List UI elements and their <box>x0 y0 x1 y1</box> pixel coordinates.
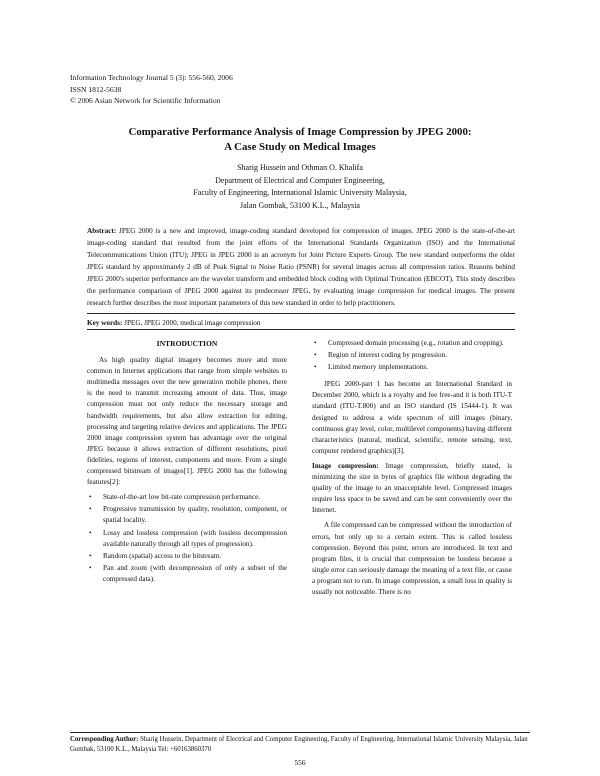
bullet-icon: • <box>314 339 317 347</box>
bullet-icon: • <box>314 351 317 360</box>
page-number: 556 <box>294 758 306 767</box>
list-item: • Progressive transmission by quality, resolution, component, or spatial locality. <box>89 505 287 525</box>
bullet-icon: • <box>89 563 92 572</box>
abstract-text: JPEG 2000 is a new and improved, image-coding standard developed for compression of images. JPEG 2000 is the state-of-the-art image-coding standard that resulted from the joint efforts of the International Standards Organization (ISO) and the International Telecommunications Union (ITU); JPEG in JPEG 2000 is an acronym for Joint Picture Experts Group. The new standard outperforms the older JPEG standard by approximately 2 dB of Peak Signal to Noise Ratio (PSNR) for several images across all compression ratios. Reasons behind JPEG 2000's superior performance are the wavelet transform and embedded block coding with Optimal Truncation (EBCOT). This study describes the performance comparison of JPEG 2000 against its predecessor JPEG, by evaluating image compression for medical images. The present research further describes the most important parameters of this new standard in order to help practitioners. <box>87 227 515 307</box>
abstract-label: Abstract: <box>87 227 117 235</box>
list-item: • Random (spatial) access to the bitstream. <box>87 551 287 562</box>
lossless-paragraph: A file compressed can be compressed without the introduction of errors, but only up to a certain extent. This is called lossless compression. Beyond this point, errors are introduced. In text and program files, it is crucial that compression be lossless because a single error can seriously damage the meaning of a text file, or cause a program not to run. In image compression, a small loss in quality is usually not noticeable. There is no <box>312 521 512 596</box>
list-item: • Pan and zoom (with decompression of only a subset of the compressed data). <box>89 563 287 583</box>
intro-paragraph: As high quality digital imagery becomes more and more common in Internet applications that range from simple websites to multimedia messages over the new generation mobile phones, there is the need to transmit increasing amount of data. Thus, image compression must not only reduce the necessary storage and bandwidth requirements, but also allow extraction for editing, processing and targeting relative devices and applications. The JPEG 2000 image compression system has advantage over the original JPEG because it allows extraction of different resolutions, pixel fidelities, regions of interest, components and more. From a single compressed bitstream of images[1]. JPEG 2000 has the following features[2]: <box>87 356 287 487</box>
keywords-bottom-rule <box>87 329 515 330</box>
bullet-icon: • <box>89 493 92 502</box>
journal-issn: ISSN 1812-5638 <box>70 84 122 94</box>
list-item: • State-of-the-art low bit-rate compression performance. <box>87 492 287 503</box>
journal-copyright: © 2006 Asian Network for Scientific Information <box>70 96 221 105</box>
author-department: Department of Electrical and Computer Engineering, <box>215 175 385 185</box>
standard-paragraph: JPEG 2000-part 1 has become an International Standard in December 2000, which is a royalty and fee free-and it is both ITU-T standard (ITU-T.800) and an ISO standard (IS 15444-1). It was designed to address a wide spectrum of still images (binary, continuous gray level, color, multilevel components) having different characteristics (natural, medical, scientific, remote sensing, text, computer rendered graphics)[3]. <box>312 380 512 455</box>
list-item: • Region of interest coding by progression. <box>312 350 512 361</box>
author-faculty: Faculty of Engineering, International Islamic University Malaysia, <box>193 188 407 197</box>
introduction-heading: INTRODUCTION <box>156 339 218 348</box>
bullet-icon: • <box>89 505 92 514</box>
corresponding-author-label: Corresponding Author: <box>70 736 139 743</box>
keywords-text: JPEG, JPEG 2000, medical image compression <box>124 319 261 327</box>
journal-header <box>70 72 233 107</box>
bullet-icon: • <box>89 528 92 537</box>
keywords-top-rule <box>87 313 515 314</box>
bullet-icon: • <box>314 363 317 372</box>
features-list-continued <box>312 338 512 373</box>
bullet-icon: • <box>89 551 92 560</box>
keywords-label: Key words: <box>87 319 123 327</box>
image-compression-paragraph <box>312 461 512 516</box>
list-item: • Lossy and lossless compression (with lossless decompression available naturally through all types of progression). <box>89 528 287 548</box>
paper-title <box>70 125 530 154</box>
journal-citation: Information Technology Journal 5 (3): 556-560, 2006 <box>70 73 233 82</box>
title-line-1: Comparative Performance Analysis of Image Compression by JPEG 2000: <box>128 126 472 138</box>
abstract <box>87 225 515 309</box>
author-names: Sharig Hussein and Othman O. Khalifa <box>237 163 363 172</box>
right-column <box>312 338 512 602</box>
features-list <box>87 492 287 585</box>
footer-rule <box>70 732 530 733</box>
list-item: • Compressed domain processing (e.g., rotation and cropping). <box>312 338 512 349</box>
corresponding-author-text: Sharig Hussein, Department of Electrical and Computer Engineering, Faculty of Engineering, International Islamic University Malaysia, Jalan Gombak, 53100 K.L., Malaysia Tel: +60163860370 <box>70 736 528 753</box>
author-block <box>70 162 530 212</box>
list-item: • Limited memory implementations. <box>312 362 512 373</box>
left-column <box>87 338 287 591</box>
corresponding-author <box>70 735 530 755</box>
image-compression-heading: Image compression: <box>312 461 379 470</box>
title-line-2: A Case Study on Medical Images <box>224 140 376 153</box>
author-address: Jalan Gombak, 53100 K.L., Malaysia <box>240 200 360 210</box>
keywords <box>87 318 515 329</box>
image-compression-text: Image compression, briefly stated, is minimizing the size in bytes of graphics file without degrading the quality of the image to an unacceptable level. Compressed images require less space to be saved and can be sent conveniently over the Internet. <box>312 461 512 515</box>
